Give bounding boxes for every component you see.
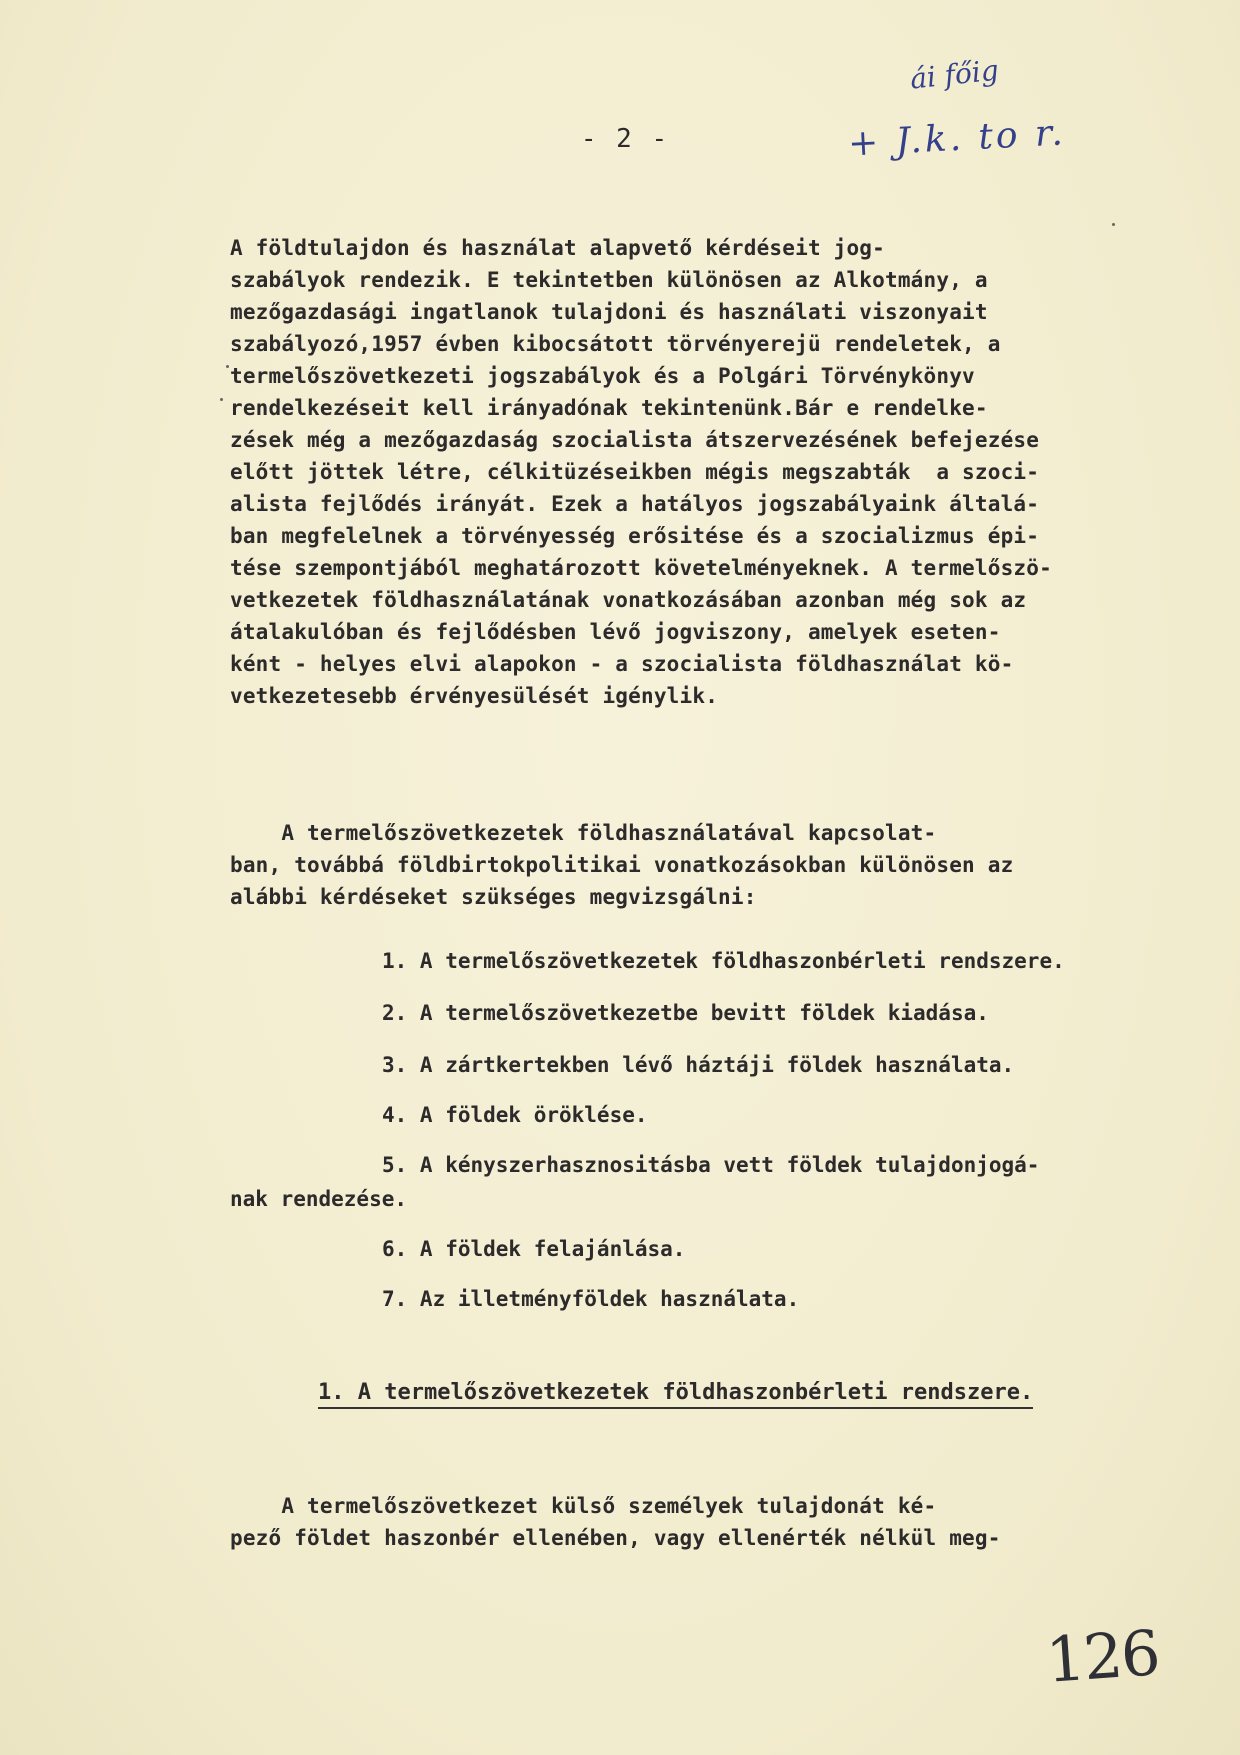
list-item-2: 2. A termelőszövetkezetbe bevitt földek kiadása. [382, 1001, 989, 1025]
section-heading: 1. A termelőszövetkezetek földhaszonbérleti rendszere. [318, 1380, 1033, 1409]
page-number: - 2 - [580, 124, 670, 154]
handwritten-note-reference: + J.k. to r. [847, 112, 1067, 165]
list-item-4: 4. A földek öröklése. [382, 1103, 648, 1127]
margin-dot [220, 398, 223, 401]
list-item-5-continuation: nak rendezése. [230, 1187, 408, 1211]
list-item-7: 7. Az illetményföldek használata. [382, 1287, 800, 1311]
margin-dot [226, 365, 229, 368]
list-item-5: 5. A kényszerhasznositásba vett földek tulajdonjogá- [382, 1153, 1040, 1177]
paragraph-intro: A földtulajdon és használat alapvető kérdéseit jog- szabályok rendezik. E tekintetben különösen az Alkotmány, a mezőgazdasági ingatlanok tulajdoni és használati viszonyait szabályozó,1957 évben kibocsátott törvényerejü rendeletek, a termelőszövetkezeti jogszabályok és a Polgári Törvénykönyv rendelkezéseit kell irányadónak tekintenünk.Bár e rendelke- zések még a mezőgazdaság szocialista átszervezésének befejezése előtt jöttek létre, célkitüzéseikben mégis megszabták a szoci- alista fejlődés irányát. Ezek a hatályos jogszabályaink általá- ban megfelelnek a törvényesség erősitése és a szocializmus épi- tése szempontjából meghatározott követelményeknek. A termelőszö- vetkezetek földhasználatának vonatkozásában azonban még sok az átalakulóban és fejlődésben lévő jogviszony, amelyek eseten- ként - helyes elvi alapokon - a szocialista földhasználat kö- vetkezetesebb érvényesülését igénylik. [230, 236, 1052, 708]
paragraph-questions-intro: A termelőszövetkezetek földhasználatával kapcsolat- ban, továbbá földbirtokpolitikai vonatkozásokban különösen az alábbi kérdéseket szükséges megvizsgálni: [230, 821, 1014, 909]
handwritten-folio-number: 126 [1043, 1616, 1161, 1697]
paragraph-section-1: A termelőszövetkezet külső személyek tulajdonát ké- pező földet haszonbér ellenében, vagy ellenérték nélkül meg- [230, 1494, 1001, 1550]
list-item-3: 3. A zártkertekben lévő háztáji földek használata. [382, 1053, 1015, 1077]
list-item-1: 1. A termelőszövetkezetek földhaszonbérleti rendszere. [382, 949, 1065, 973]
margin-dot [1112, 223, 1115, 226]
handwritten-note-top: ái főig [908, 53, 1001, 96]
list-item-6: 6. A földek felajánlása. [382, 1237, 686, 1261]
